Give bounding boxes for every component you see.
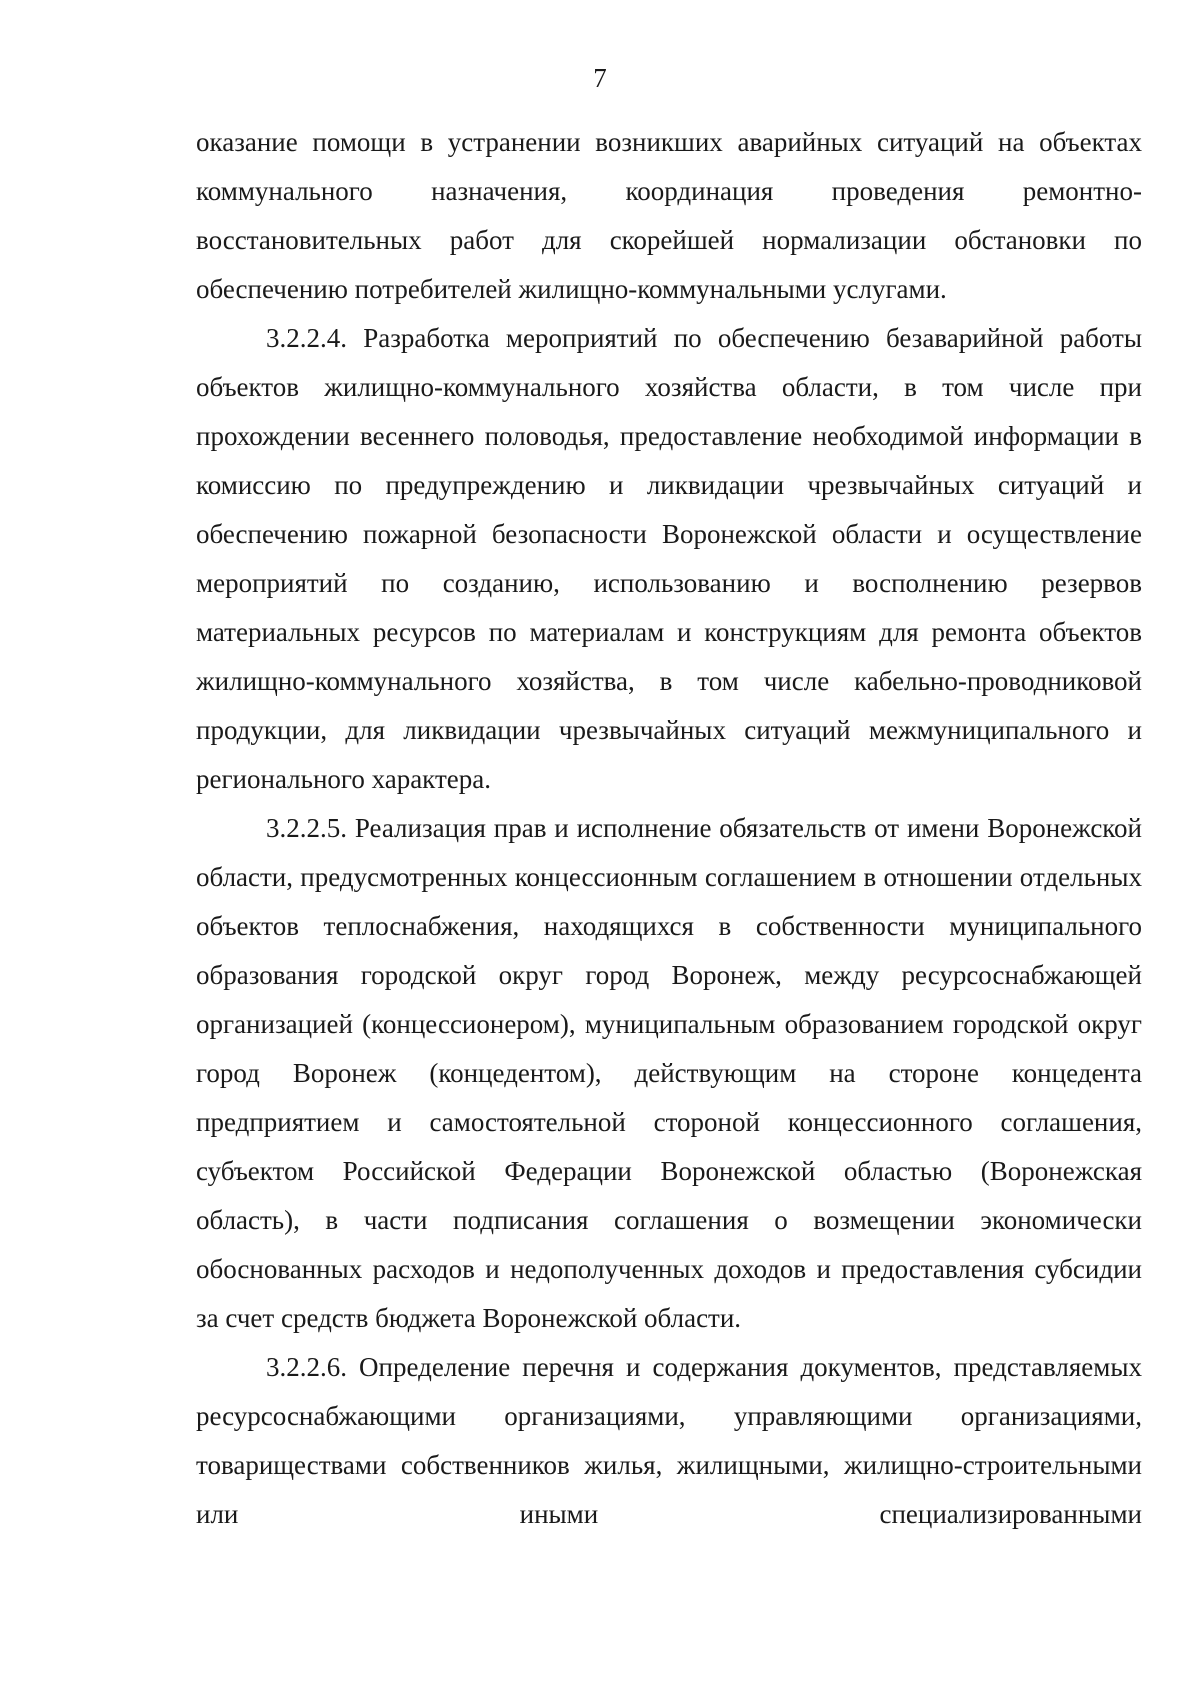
paragraph-continued: оказание помощи в устранении возникших аварийных ситуаций на объектах коммунального назначения, координация проведения ремонтно-восстановительных работ для скорейшей нормализации обстановки по обеспечению потребителей жилищно-коммунальными услугами. xyxy=(196,127,1142,304)
paragraph-3-2-2-5: 3.2.2.5. Реализация прав и исполнение обязательств от имени Воронежской области, предусмотренных концессионным соглашением в отношении отдельных объектов теплоснабжения, находящихся в собственности муниципального образования городской округ город Воронеж, между ресурсоснабжающей организацией (концессионером), муниципальным образованием городской округ город Воронеж (концедентом), действующим на стороне концедента предприятием и самостоятельной стороной концессионного соглашения, субъектом Российской Федерации Воронежской областью (Воронежская область), в части подписания соглашения о возмещении экономически обоснованных расходов и недополученных доходов и предоставления субсидии за счет средств бюджета Воронежской области. xyxy=(196,813,1142,1333)
paragraph-3-2-2-6: 3.2.2.6. Определение перечня и содержания документов, представляемых ресурсоснабжающими организациями, управляющими организациями, товариществами собственников жилья, жилищными, жилищно-строительными или иными специализированными xyxy=(196,1352,1142,1529)
page-number: 7 xyxy=(593,63,607,93)
document-body xyxy=(196,118,1142,1539)
paragraph-3-2-2-4: 3.2.2.4. Разработка мероприятий по обеспечению безаварийной работы объектов жилищно-коммунального хозяйства области, в том числе при прохождении весеннего половодья, предоставление необходимой информации в комиссию по предупреждению и ликвидации чрезвычайных ситуаций и обеспечению пожарной безопасности Воронежской области и осуществление мероприятий по созданию, использованию и восполнению резервов материальных ресурсов по материалам и конструкциям для ремонта объектов жилищно-коммунального хозяйства, в том числе кабельно-проводниковой продукции, для ликвидации чрезвычайных ситуаций межмуниципального и регионального характера. xyxy=(196,323,1142,794)
